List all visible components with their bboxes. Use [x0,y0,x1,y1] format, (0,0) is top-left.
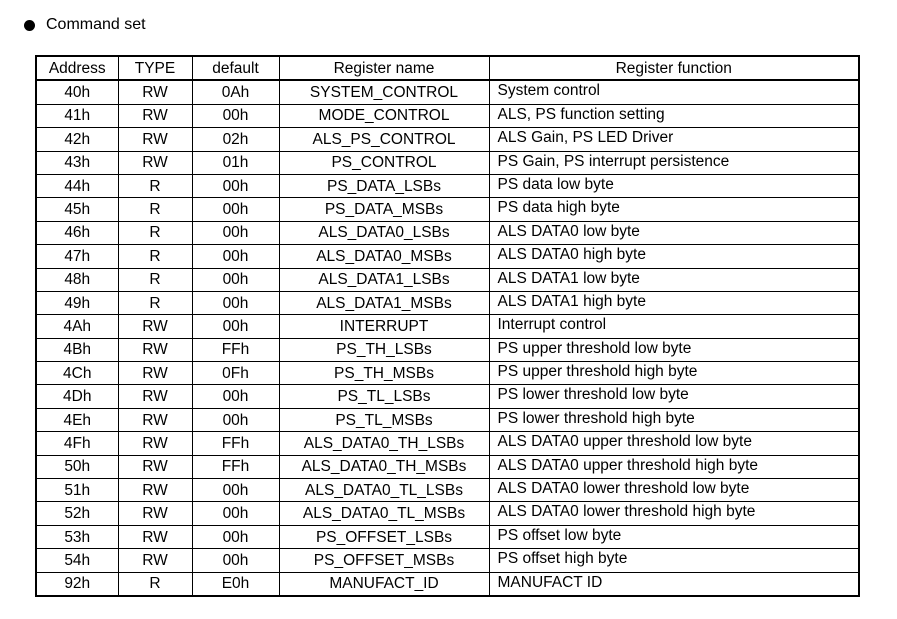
cell-address: 53h [36,525,118,548]
table-row [36,385,859,408]
cell-address: 4Ah [36,315,118,338]
cell-type: RW [118,432,192,455]
cell-register-name: SYSTEM_CONTROL [279,80,489,104]
column-header-type: TYPE [118,56,192,80]
cell-default: 00h [192,174,279,197]
cell-register-function: ALS DATA0 lower threshold low byte [489,479,859,502]
cell-address: 48h [36,268,118,291]
table-row [36,80,859,104]
cell-type: RW [118,408,192,431]
cell-default: 00h [192,245,279,268]
cell-type: RW [118,362,192,385]
cell-default: 02h [192,128,279,151]
cell-register-name: MANUFACT_ID [279,572,489,596]
cell-register-name: ALS_DATA0_LSBs [279,221,489,244]
cell-register-function: ALS, PS function setting [489,104,859,127]
cell-address: 92h [36,572,118,596]
cell-default: 00h [192,315,279,338]
table-row [36,455,859,478]
cell-address: 4Bh [36,338,118,361]
table-row [36,549,859,572]
cell-type: RW [118,479,192,502]
bullet-icon [24,20,35,31]
cell-default: E0h [192,572,279,596]
column-header-register-function: Register function [489,56,859,80]
cell-address: 40h [36,80,118,104]
cell-default: 00h [192,502,279,525]
cell-address: 42h [36,128,118,151]
cell-register-function: PS data low byte [489,174,859,197]
cell-type: RW [118,128,192,151]
table-row [36,479,859,502]
cell-register-function: ALS DATA0 lower threshold high byte [489,502,859,525]
cell-register-function: ALS DATA0 low byte [489,221,859,244]
table-row [36,572,859,596]
cell-type: R [118,291,192,314]
cell-register-function: ALS DATA1 low byte [489,268,859,291]
cell-register-name: PS_TL_MSBs [279,408,489,431]
table-header-row [36,56,859,80]
cell-default: FFh [192,455,279,478]
cell-register-function: PS offset low byte [489,525,859,548]
cell-address: 45h [36,198,118,221]
table-row [36,198,859,221]
cell-register-name: ALS_DATA0_TH_LSBs [279,432,489,455]
cell-default: FFh [192,432,279,455]
cell-type: R [118,268,192,291]
cell-default: 00h [192,268,279,291]
cell-register-function: ALS Gain, PS LED Driver [489,128,859,151]
cell-register-name: INTERRUPT [279,315,489,338]
cell-default: 0Fh [192,362,279,385]
cell-address: 4Dh [36,385,118,408]
cell-type: RW [118,549,192,572]
table-row [36,174,859,197]
cell-address: 4Fh [36,432,118,455]
table-row [36,268,859,291]
cell-type: R [118,198,192,221]
table-row [36,315,859,338]
cell-type: RW [118,502,192,525]
cell-register-function: PS lower threshold low byte [489,385,859,408]
table-row [36,362,859,385]
cell-default: FFh [192,338,279,361]
cell-register-name: ALS_DATA1_LSBs [279,268,489,291]
cell-type: R [118,572,192,596]
cell-default: 00h [192,104,279,127]
cell-type: RW [118,525,192,548]
cell-type: RW [118,315,192,338]
table-row [36,338,859,361]
cell-type: R [118,174,192,197]
cell-register-name: PS_TH_MSBs [279,362,489,385]
section-title: Command set [46,16,146,33]
section-heading [24,13,146,37]
cell-type: RW [118,80,192,104]
column-header-default: default [192,56,279,80]
table-row [36,291,859,314]
cell-address: 51h [36,479,118,502]
cell-default: 01h [192,151,279,174]
cell-default: 00h [192,198,279,221]
cell-type: R [118,221,192,244]
cell-default: 00h [192,549,279,572]
cell-register-function: MANUFACT ID [489,572,859,596]
cell-register-name: ALS_PS_CONTROL [279,128,489,151]
cell-register-name: ALS_DATA0_TH_MSBs [279,455,489,478]
cell-register-name: ALS_DATA1_MSBs [279,291,489,314]
cell-register-function: PS data high byte [489,198,859,221]
cell-address: 41h [36,104,118,127]
cell-register-function: PS lower threshold high byte [489,408,859,431]
cell-register-function: System control [489,80,859,104]
cell-register-name: ALS_DATA0_TL_LSBs [279,479,489,502]
cell-register-name: PS_CONTROL [279,151,489,174]
cell-type: RW [118,104,192,127]
cell-default: 00h [192,221,279,244]
cell-default: 00h [192,479,279,502]
cell-register-function: PS upper threshold high byte [489,362,859,385]
cell-default: 00h [192,385,279,408]
cell-register-function: ALS DATA1 high byte [489,291,859,314]
cell-register-function: ALS DATA0 upper threshold high byte [489,455,859,478]
cell-default: 00h [192,525,279,548]
cell-register-function: PS offset high byte [489,549,859,572]
cell-type: RW [118,455,192,478]
cell-default: 0Ah [192,80,279,104]
cell-register-name: PS_OFFSET_LSBs [279,525,489,548]
table-row [36,502,859,525]
table-row [36,128,859,151]
table-row [36,104,859,127]
cell-address: 4Ch [36,362,118,385]
cell-address: 4Eh [36,408,118,431]
cell-type: R [118,245,192,268]
cell-address: 49h [36,291,118,314]
cell-address: 54h [36,549,118,572]
cell-register-function: ALS DATA0 upper threshold low byte [489,432,859,455]
column-header-address: Address [36,56,118,80]
cell-default: 00h [192,291,279,314]
cell-type: RW [118,151,192,174]
cell-address: 50h [36,455,118,478]
table-row [36,245,859,268]
table-row [36,151,859,174]
cell-register-name: PS_TH_LSBs [279,338,489,361]
cell-register-name: PS_DATA_MSBs [279,198,489,221]
cell-address: 52h [36,502,118,525]
cell-default: 00h [192,408,279,431]
cell-address: 44h [36,174,118,197]
cell-register-name: PS_OFFSET_MSBs [279,549,489,572]
cell-register-name: PS_TL_LSBs [279,385,489,408]
cell-type: RW [118,385,192,408]
table-row [36,432,859,455]
cell-register-function: Interrupt control [489,315,859,338]
cell-register-function: PS Gain, PS interrupt persistence [489,151,859,174]
cell-address: 46h [36,221,118,244]
cell-register-name: ALS_DATA0_MSBs [279,245,489,268]
cell-register-name: MODE_CONTROL [279,104,489,127]
cell-register-function: PS upper threshold low byte [489,338,859,361]
cell-address: 47h [36,245,118,268]
table-row [36,525,859,548]
column-header-register-name: Register name [279,56,489,80]
cell-type: RW [118,338,192,361]
table-row [36,408,859,431]
register-table-body [36,80,859,596]
cell-register-function: ALS DATA0 high byte [489,245,859,268]
table-row [36,221,859,244]
cell-register-name: PS_DATA_LSBs [279,174,489,197]
cell-address: 43h [36,151,118,174]
cell-register-name: ALS_DATA0_TL_MSBs [279,502,489,525]
register-table [35,55,860,597]
